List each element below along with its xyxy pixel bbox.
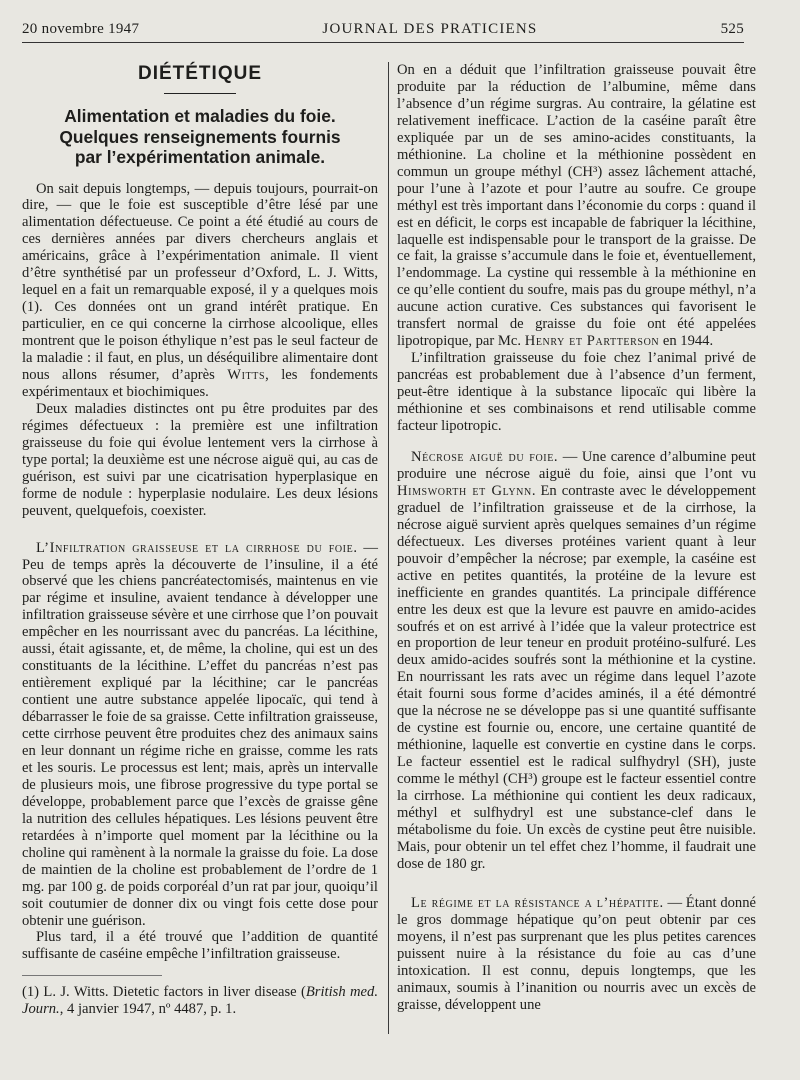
paragraph: Nécrose aiguë du foie. — Une carence d’albumine peut produire une nécrose aiguë du foie, ainsi que l’ont vu Himsworth et Glynn. En contraste avec le développement graduel de l’infiltration graisseuse et de la cirrhose, la nécrose aiguë survient après quelques semaines d’un régime défectueux. Les diverses protéines varient quant à leur pouvoir d’empêcher la nécrose; par exemple, la caséine est active en petites quantités, la protéine de la levure est inefficiente en grandes quantités. La principale différence entre les deux est que la levure est pauvre en amido-acides soufrés et on est arrivé à l’idée que la valeur protectrice est en proportion de leur teneur en produit protéino-sulfuré. Les deux amido-acides soufrés sont la méthionine et la cystine. En nourrissant les rats avec un régime dans lequel l’azote était fourni sous forme d’acides aminés, il a été démontré que la nécrose ne se développe pas si une quantité suffisante de cystine est fournie ou, encore, une certaine quantité de méthionine, laquelle est convertie en cystine dans le corps. Le facteur essentiel est le radical sulfhydryl (SH), juste comme le méthyl (CH³) groupe est le facteur essentiel contre la cirrhose. La méthionine qui contient les deux radicaux, méthyl et sulfhydryl est une substance-clef dans le métabolisme du foie. Un excès de cystine peut être nuisible. Mais, pour obtenir un tel effet chez l’homme, il faudrait une dose de 180 gr.: [397, 448, 756, 872]
footnote-rule: [22, 975, 162, 976]
journal-name: JOURNAL DES PRATICIENS: [322, 20, 538, 37]
article-title: [22, 106, 378, 168]
section-title: DIÉTÉTIQUE: [137, 63, 262, 84]
article-title-line: Quelques renseignements fournis: [59, 126, 341, 147]
title-rule: [164, 93, 236, 94]
paragraph: On en a déduit que l’infiltration graisseuse pouvait être produite par la réduction de l’albumine, même dans l’absence d’un régime surgras. Au contraire, la gélatine est relativement inefficace. L’action de la caséine paraît être expliquée par un de ses amino-acides constituants, la méthionine. La choline et la méthionine possèdent en commun un groupe méthyl (CH³) assez lâchement attaché, pour l’une à l’azote et pour l’autre au soufre. Ce groupe méthyl est très important dans l’économie du corps : quand il est en déficit, le corps est incapable de fabriquer la lécithine, laquelle est indispensable pour le transport de la graisse. De ce fait, la graisse s’accumule dans le foie et, éventuellement, l’endommage. La cystine qui ressemble à la méthionine en ce qu’elle contient du soufre, mais pas du groupe méthyl, n’a aucune action curative. Ces substances qui favorisent le transfert normal de graisse du foie ont été appelées lipotropique, par Mc. Henry et Partterson en 1944.: [397, 62, 756, 350]
paragraph: L’infiltration graisseuse du foie chez l’animal privé de pancréas est probablement due à l’absence d’un ferment, peut-être identique à la substance lipocaïc qui libère la méthionine et ses combinaisons et rend utilisable comme facteur lipotropic.: [397, 350, 756, 435]
article-title-line: Alimentation et maladies du foie.: [64, 106, 336, 126]
left-column: [22, 62, 378, 1018]
paragraph: Deux maladies distinctes ont pu être produites par des régimes défectueux : la première est une infiltration graisseuse du foie qui évolue lentement vers la cirrhose à type portal; la deuxième est une nécrose aiguë qui, au cas de guérison, est suivi par une cicatrisation hyperplasique en forme de nodule : hyperplasie nodulaire. Les deux lésions peuvent, quelquefois, coexister.: [22, 400, 378, 519]
article-title-line: par l’expérimentation animale.: [74, 147, 326, 167]
paragraph: Plus tard, il a été trouvé que l’addition de quantité suffisante de caséine empêche l’infiltration graisseuse.: [22, 929, 378, 963]
issue-date: 20 novembre 1947: [22, 20, 140, 37]
subsection-heading: Nécrose aiguë du foie.: [411, 448, 559, 465]
author-name: Witts: [227, 366, 266, 383]
page-number: 525: [720, 20, 744, 37]
author-names: Henry et Partterson: [524, 333, 660, 350]
footnote: (1) L. J. Witts. Dietetic factors in liver disease (British med. Journ., 4 janvier 1947, nº 4487, p. 1.: [22, 984, 378, 1018]
author-names: Himsworth et Glynn: [397, 482, 532, 499]
right-column: [397, 62, 756, 1013]
subsection-heading: L’Infiltration graisseuse et la cirrhose du foie.: [36, 539, 358, 556]
paragraph: L’Infiltration graisseuse et la cirrhose du foie. — Peu de temps après la découverte de l’insuline, il a été observé que les chiens pancréatectomisés, maintenus en vie par régime et insuline, avaient tendance à développer une infiltration graisseuse sévère et une cirrhose que l’on pouvait empêcher en les nourrissant avec du pancréas. La lécithine, aussi, était agissante, et, de même, la choline, qui est un des constituants de la lécithine. L’effet du pancréas n’est pas entièrement expliqué par la lécithine; car le pancréas contient une autre substance appelée lipocaïc, qui tend à débarrasser le foie de sa graisse. Cette infiltration graisseuse, cette cirrhose peuvent être produites chez des animaux sains en leur donnant un régime riche en graisse, comme les rats et les souris. Le processus est lent; mais, après un intervalle de plusieurs mois, une fibrose progressive du type portal se développe, probablement parce que l’excès de graisse gêne la nutrition des cellules hépatiques. Les lésions peuvent être retardées à n’importe quel moment par la lécithine ou la choline qui ramènent à la normale la graisse du foie. La dose de maintien de la choline est probablement de l’ordre de 1 mg. par 100 g. de poids corporéal d’un rat par jour, quoiqu’il soit coutumier de donner dix ou vingt fois cette dose pour obtenir une guérison.: [22, 539, 378, 929]
running-header: [22, 16, 744, 43]
column-divider: [388, 62, 389, 1034]
subsection-heading: Le régime et la résistance a l’hépatite.: [411, 894, 664, 911]
paragraph: Le régime et la résistance a l’hépatite. — Étant donné le gros dommage hépatique qu’on peut obtenir par ces moyens, il n’est pas surprenant que les plus petites carences puissent nuire à la résistance du foie au cas d’une intoxication. Il est connu, depuis longtemps, que les animaux, soumis à l’inanition ou nourris avec un excès de graisse, développent une: [397, 894, 756, 1013]
paragraph: On sait depuis longtemps, — depuis toujours, pourrait-on dire, — que le foie est susceptible d’être lésé par une alimentation défectueuse. Ce point a été étudié au cours de ces dernières années par divers chercheurs anglais et américains, grâce à l’expérimentation animale. Il vient d’être synthétisé par un professeur d’Oxford, L. J. Witts, lequel en a fait un remarquable exposé, il y a quelques mois (1). Ces données ont un grand intérêt pratique. En particulier, en ce qui concerne la cirrhose alcoolique, elles montrent que le poison éthylique n’est pas le seul facteur de la maladie : il faut, en plus, un déséquilibre alimentaire dont nous allons résumer, d’après Witts, les fondements expérimentaux et biochimiques.: [22, 180, 378, 400]
